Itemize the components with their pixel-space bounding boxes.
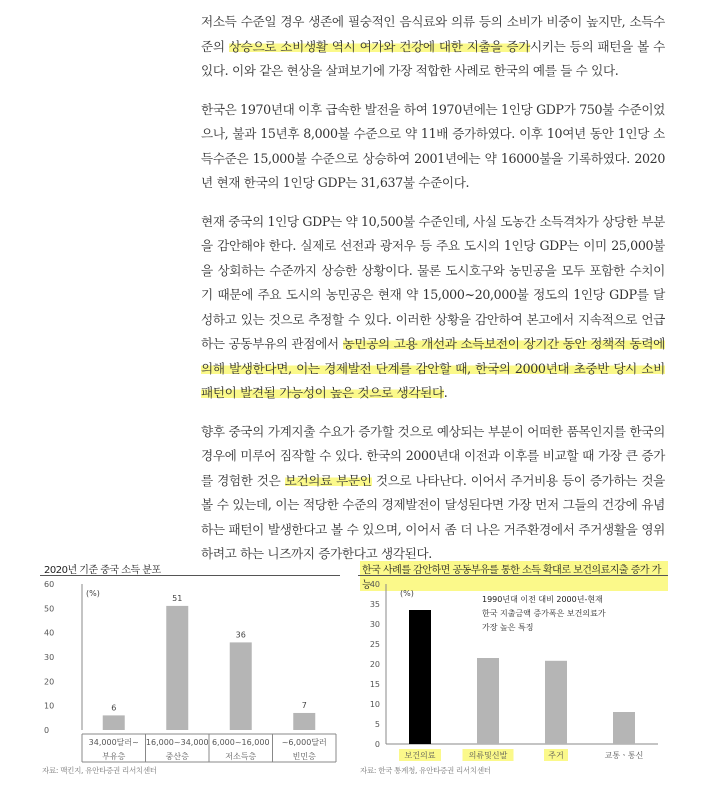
chart-korea-spending-growth [358,556,668,788]
y-tick-label: 30 [44,653,55,662]
bar-2 [477,658,499,744]
y-tick-label: 60 [44,580,55,589]
data-label: 6 [111,703,117,713]
category-label-line2: 저소득층 [225,752,257,761]
chart-source: 자료: 맥킨지, 유안타증권 리서치센터 [42,766,157,775]
bar-3 [230,642,252,730]
highlighted-text: 보건의료 부문인 [284,472,372,488]
article-body [201,10,665,567]
y-tick-label: 15 [369,680,380,689]
paragraph-text: 한국은 1970년대 이후 급속한 발전을 하여 1970년에는 1인당 GDP가 750불 수준이었으나, 불과 15년후 8,000불 수준으로 약 11배 증가하였다. 이후 10여년 동안 1인당 소득수준은 15,000불 수준으로 상승하여 2001년에는 약 16000불을 기록하였다. 2020년 현재 한국의 1인당 GDP는 31,637불 수준이다. [201,101,665,190]
annotation-text: 한국 지출금액 증가폭은 보건의료가 [482,609,606,618]
y-tick-label: 0 [374,740,380,749]
y-tick-label: 10 [369,700,380,709]
bar-4 [293,713,315,730]
category-label-line1: 34,000달러~ [88,738,139,747]
category-label-line2: 빈민층 [292,752,316,761]
paragraph-4 [201,420,665,567]
y-tick-label: 30 [369,620,380,629]
paragraph-text: 것으로 나타난다. 이어서 주거비용 등이 증가하는 것을 볼 수 있는데, 이는 적당한 수준의 경제발전이 달성된다면 가장 먼저 그들의 건강에 유념하는 패턴이 발생한다고 볼 수 있으며, 이어서 좀 더 나은 거주환경에서 주거생활을 영위하려고 하는 니즈까지 증가한다고 생각된다. [201,472,665,561]
highlighted-text: 농민공의 고용 개선과 소득보전이 장기간 동안 정책적 동력에 의해 발생한다면, 이는 경제발전 단계를 감안할 때, 한국의 2000년대 초중반 당시 소비패턴이 발견될 가능성이 높은 것으로 생각된다 [201,336,665,400]
y-axis-unit: (%) [86,589,100,598]
paragraph-1 [201,10,665,84]
annotation-text: 가장 높은 특징 [482,623,534,632]
paragraph-text: . [443,385,448,400]
chart-title: 한국 사례를 감안하면 공동부유를 통한 소득 확대로 보건의료지출 증가 가능 [360,561,668,591]
bar-4 [613,712,635,744]
y-tick-label: 40 [44,628,55,638]
paragraph-text: 향후 중국의 가계지출 수요가 증가할 것으로 예상되는 부분이 어떠한 품목인지를 한국의 경우에 미루어 짐작할 수 있다. 한국의 2000년대 이전과 이후를 비교할 때 가장 큰 증가를 경험한 것은 [201,423,665,488]
bar-1 [409,610,431,744]
chart-source: 자료: 한국 통계청, 유안타증권 리서치센터 [360,766,491,775]
chart-china-income-distribution [40,556,340,788]
category-label: 주거 [548,751,564,760]
y-tick-label: 20 [369,660,380,669]
chart-title: 2020년 기준 중국 소득 분포 [44,565,161,576]
paragraph-2 [201,98,665,196]
category-label: 보건의료 [404,751,436,760]
data-label: 7 [301,700,307,710]
paragraph-3 [201,210,665,406]
bar-3 [545,661,567,744]
y-tick-label: 40 [369,580,380,589]
bar-2 [166,606,188,730]
category-label-line2: 부유층 [102,752,126,761]
category-label-line1: 6,000~16,000 [211,738,270,747]
y-tick-label: 5 [374,720,380,729]
y-tick-label: 20 [44,677,55,687]
paragraph-text: 현재 중국의 1인당 GDP는 약 10,500불 수준인데, 사실 도농간 소득격차가 상당한 부분을 감안해야 한다. 실제로 선전과 광저우 등 주요 도시의 1인당 GDP는 이미 25,000불을 상회하는 수준까지 상승한 상황이다. 물론 도시호구와 농민공을 모두 포함한 수치이기 때문에 주요 도시의 농민공은 현재 약 15,000~20,000불 정도의 1인당 GDP를 달성하고 있는 것으로 추정할 수 있다. 이러한 상황을 감안하여 본고에서 지속적으로 언급하는 공동부유의 관점에서 [201,213,665,351]
category-label: 의류및신발 [468,751,508,760]
annotation-text: 1990년대 이전 대비 2000년-현재 [482,595,603,604]
highlighted-text: 상승으로 소비생활 역시 여가와 건강에 대한 지출을 증가 [228,38,531,54]
category-label: 교통ㆍ통신 [604,751,644,760]
data-label: 36 [235,630,246,640]
y-tick-label: 35 [369,600,380,609]
category-label-line1: 16,000~34,000 [145,738,209,747]
category-label-line2: 중산층 [165,752,189,761]
data-label: 51 [172,593,183,603]
category-label-line1: ~6,000달러 [281,738,327,747]
paragraph-text: 저소득 수준일 경우 생존에 필숭적인 음식료와 의류 등의 소비가 비중이 높지만, 소득수준의 [201,14,665,54]
y-tick-label: 25 [369,640,380,649]
paragraph-text: 시키는 등의 패턴을 볼 수 있다. 이와 같은 현상을 살펴보기에 가장 적합한 사례로 한국의 예를 들 수 있다. [201,38,665,78]
y-tick-label: 50 [44,604,55,614]
chart-plot [358,556,668,788]
chart-plot [40,556,340,788]
y-axis-unit: (%) [400,589,414,598]
bar-1 [103,715,125,730]
y-tick-label: 10 [44,701,55,711]
y-tick-label: 0 [44,726,50,735]
